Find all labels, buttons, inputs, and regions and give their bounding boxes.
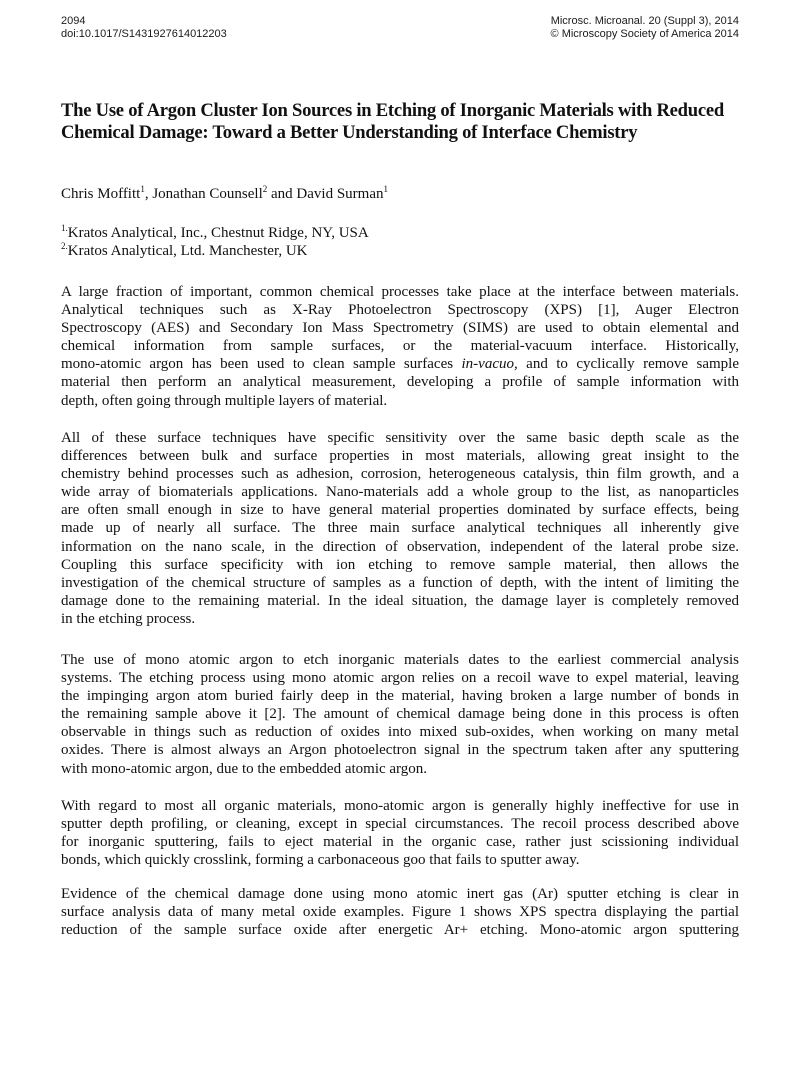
author-list <box>61 185 388 203</box>
text-line: differences between bulk and surface properties in most materials, allowing great insight to the <box>61 448 739 465</box>
affiliation-item <box>61 224 369 242</box>
text-line: systems. The etching process using mono atomic argon relies on a recoil wave to expel material, leaving <box>61 670 739 687</box>
text-line: Evidence of the chemical damage done using mono atomic inert gas (Ar) sputter etching is clear in <box>61 886 739 902</box>
text-segment: and to cyclically remove sample <box>517 356 739 373</box>
affiliation-text: Kratos Analytical, Inc., Chestnut Ridge, NY, USA <box>67 225 369 241</box>
body-paragraph-2 <box>61 429 739 628</box>
text-line: The use of mono atomic argon to etch inorganic materials dates to the earliest commercial analysis <box>61 652 739 668</box>
text-line: observable in things such as reduction of oxides into mixed sub-oxides, when working on many metal <box>61 724 739 741</box>
text-line: with mono-atomic argon, due to the embedded atomic argon. <box>61 760 428 777</box>
author-name: David Surman <box>296 186 384 202</box>
text-line: Coupling this surface specificity with ion etching to remove sample material, then allows the <box>61 556 739 573</box>
copyright: © Microscopy Society of America 2014 <box>550 28 739 40</box>
text-line: the remaining sample above it [2]. The amount of chemical damage being done in this process is often <box>61 706 739 723</box>
text-line: bonds, which quickly crosslink, forming a carbonaceous goo that fails to sputter away. <box>61 852 580 869</box>
affiliation-mark: 1. <box>61 223 68 233</box>
text-line: information on the nano scale, in the direction of observation, independent of the lateral probe size. <box>61 538 739 555</box>
text-line: made up of nearly all surface. The three main surface analytical techniques all inherently give <box>61 520 739 537</box>
body-paragraph-3 <box>61 651 739 778</box>
text-line: are often small enough in size to have general material properties dominated by surface effects, being <box>61 502 739 519</box>
text-line: chemical information from sample surfaces, or the material-vacuum interface. Historically, <box>61 338 739 355</box>
text-line: With regard to most all organic materials, mono-atomic argon is generally highly ineffective for use in <box>61 798 739 814</box>
text-line: A large fraction of important, common chemical processes take place at the interface between materials. <box>61 284 739 300</box>
body-paragraph-1 <box>61 283 739 410</box>
text-line: investigation of the chemical structure of samples as a function of depth, with the intent of limiting the <box>61 574 739 591</box>
doi: doi:10.1017/S1431927614012203 <box>61 28 227 40</box>
text-line <box>61 355 739 373</box>
affiliation-mark: 2. <box>61 241 68 251</box>
text-line: damage done to the remaining material. In the ideal situation, the damage layer is completely removed <box>61 592 739 609</box>
text-line: reduction of the sample surface oxide after energetic Ar+ etching. Mono-atomic argon sputtering <box>61 922 739 939</box>
author-affil-mark: 2 <box>262 184 268 194</box>
header-left <box>61 15 227 41</box>
author-affil-mark: 1 <box>383 184 388 194</box>
text-line: surface analysis data of many metal oxide examples. Figure 1 shows XPS spectra displaying the partial <box>61 904 739 921</box>
body-paragraph-4 <box>61 797 739 869</box>
text-line: wide array of biomaterials applications. Nano-materials add a whole group to the list, as nanoparticles <box>61 484 739 501</box>
author-separator: , <box>144 186 153 202</box>
affiliation-list <box>61 224 369 260</box>
text-segment: mono-atomic argon has been used to clean sample surfaces <box>61 356 462 373</box>
text-line: chemistry behind processes such as adhesion, corrosion, heterogeneous catalysis, thin film growth, and a <box>61 466 739 483</box>
italic-term: in-vacuo, <box>461 356 518 373</box>
text-line: the impinging argon atom buried fairly deep in the material, having broken a large number of bonds in <box>61 688 739 705</box>
paper-title: The Use of Argon Cluster Ion Sources in Etching of Inorganic Materials with Reduced Chemical Damage: Toward a Better Understanding of Interface Chemistry <box>61 100 724 143</box>
page-number: 2094 <box>61 15 86 27</box>
text-line: Analytical techniques such as X-Ray Photoelectron Spectroscopy (XPS) [1], Auger Electron <box>61 302 739 319</box>
text-line: sputter depth profiling, or cleaning, except in special circumstances. The recoil process described above <box>61 816 739 833</box>
affiliation-item <box>61 242 369 260</box>
text-line: in the etching process. <box>61 610 196 627</box>
text-line: oxides. There is almost always an Argon photoelectron signal in the spectrum taken after any sputtering <box>61 742 739 759</box>
author-name: Chris Moffitt <box>61 186 141 202</box>
affiliation-text: Kratos Analytical, Ltd. Manchester, UK <box>67 243 308 259</box>
text-line: All of these surface techniques have specific sensitivity over the same basic depth scale as the <box>61 430 739 446</box>
text-line: Spectroscopy (AES) and Secondary Ion Mass Spectrometry (SIMS) are used to obtain elemental and <box>61 320 739 337</box>
text-line: for inorganic sputtering, fails to eject material in the organic case, rather just scissioning individual <box>61 834 739 851</box>
text-line: material then perform an analytical measurement, developing a profile of sample information with <box>61 374 739 391</box>
body-paragraph-5 <box>61 885 739 939</box>
text-line: depth, often going through multiple layers of material. <box>61 392 388 409</box>
author-affil-mark: 1 <box>140 184 145 194</box>
author-name: Jonathan Counsell <box>152 186 263 202</box>
header-right <box>551 15 739 41</box>
journal-citation: Microsc. Microanal. 20 (Suppl 3), 2014 <box>550 15 739 27</box>
author-separator: and <box>267 186 297 202</box>
